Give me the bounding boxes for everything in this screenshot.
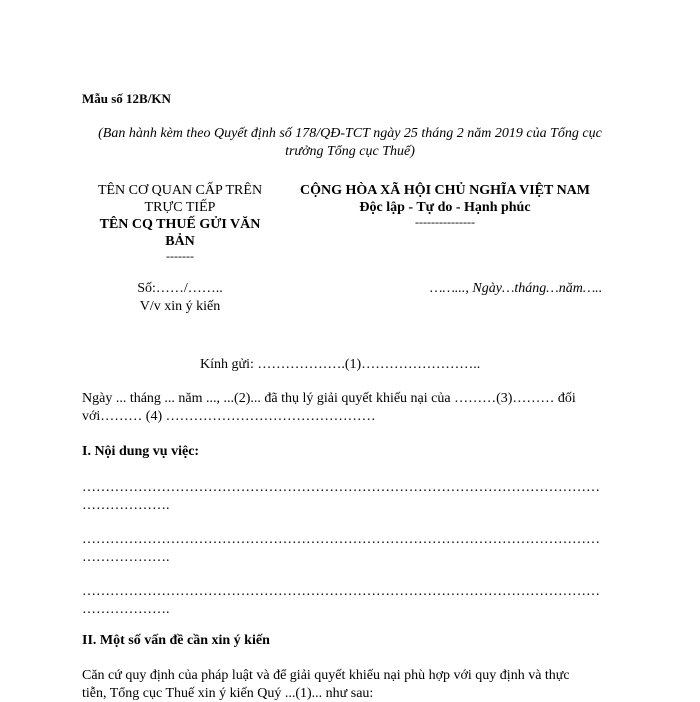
motto: Độc lập - Tự do - Hạnh phúc [359, 200, 531, 215]
document-number: Số:……/…….. [137, 281, 223, 296]
recipient-line: Kính gửi: ……………….(1)…………………….. [200, 357, 481, 372]
parent-agency-line1: TÊN CƠ QUAN CẤP TRÊN [97, 183, 263, 198]
dotted-line: ………………. [82, 550, 170, 565]
dotted-line: ………………………………………………………………………………………………… [82, 532, 600, 547]
dotted-line: ………………. [82, 602, 170, 617]
dotted-line: ………………………………………………………………………………………………… [82, 480, 600, 495]
intro-line1: Ngày ... tháng ... năm ..., ...(2)... đã thụ lý giải quyết khiếu nại của ………(3)……… đối [82, 391, 576, 406]
national-motto-header [280, 182, 610, 228]
place-and-date: ……..., Ngày…tháng…năm….. [430, 281, 603, 296]
sending-agency-line1: TÊN CQ THUẾ GỬI VĂN [99, 217, 261, 232]
form-code: Mẫu số 12B/KN [82, 91, 171, 106]
dotted-line: ………………. [82, 498, 170, 513]
section1-title: I. Nội dung vụ việc: [82, 444, 200, 459]
basis-line1: Căn cứ quy định của pháp luật và để giải quyết khiếu nại phù hợp với quy định và thực [82, 668, 570, 683]
decree-reference-line1: (Ban hành kèm theo Quyết định số 178/QĐ-TCT ngày 25 tháng 2 năm 2019 của Tổng cục [98, 126, 602, 141]
issuing-authority-header [80, 182, 280, 262]
intro-line2: với……… (4) ……………………………………… [82, 409, 376, 424]
document-subject: V/v xin ý kiến [139, 299, 221, 314]
sending-agency-line2: BẢN [165, 234, 195, 249]
basis-line2: tiễn, Tổng cục Thuế xin ý kiến Quý ...(1)... như sau: [82, 686, 374, 701]
dotted-line: ………………………………………………………………………………………………… [82, 584, 600, 599]
right-header-divider: --------------- [415, 215, 475, 229]
left-header-divider: ------- [166, 249, 194, 263]
parent-agency-line2: TRỰC TIẾP [144, 200, 216, 215]
decree-reference-line2: trưởng Tổng cục Thuế) [285, 144, 415, 159]
section2-title: II. Một số vấn đề cần xin ý kiến [82, 633, 270, 648]
country-name: CỘNG HÒA XÃ HỘI CHỦ NGHĨA VIỆT NAM [299, 183, 590, 198]
